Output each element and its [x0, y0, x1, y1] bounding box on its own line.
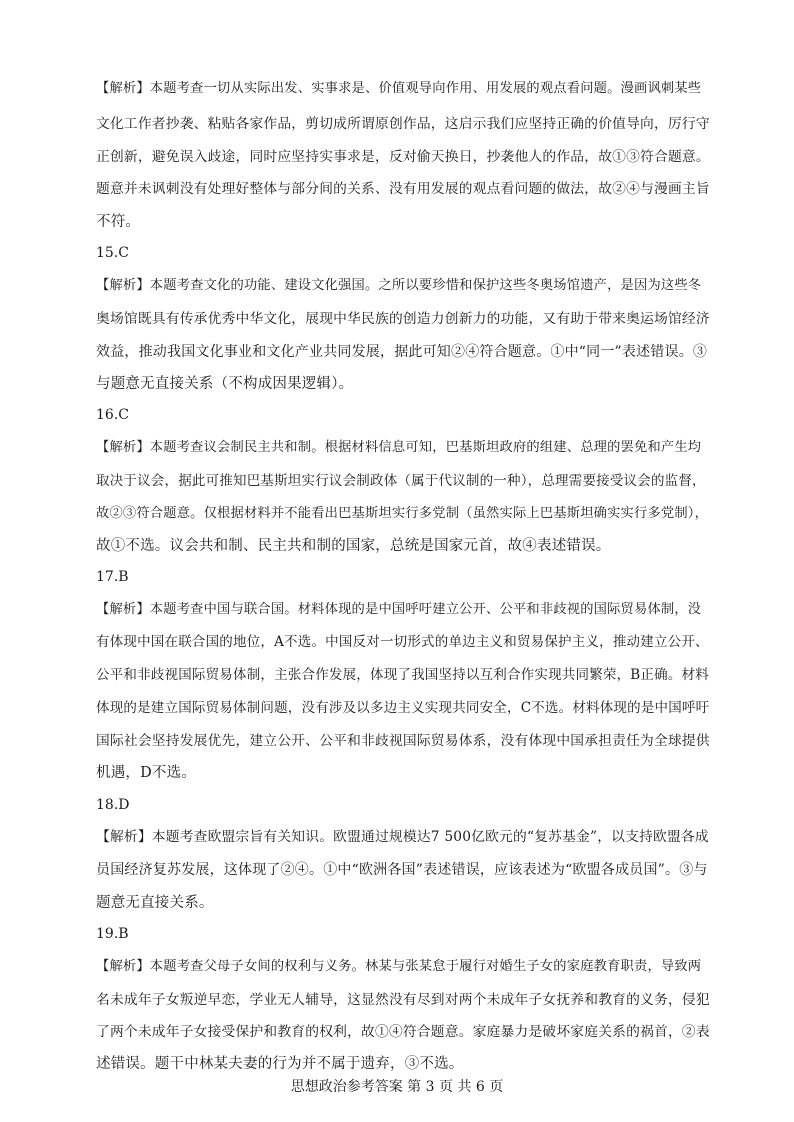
item-19-number: 19.B: [96, 926, 129, 942]
item-19-line-3: 了两个未成年子女接受保护和教育的权利，故①④符合题意。家庭暴力是破坏家庭关系的祸首，②表: [96, 1024, 710, 1040]
item-15-line-4: 与题意无直接关系（不构成因果逻辑）。: [96, 376, 354, 392]
item-18-line-1: 【解析】本题考查欧盟宗旨有关知识。欧盟通过规模达7 500亿欧元的“复苏基金”，以支持欧盟各成: [96, 829, 709, 845]
item-14-line-1: 【解析】本题考查一切从实际出发、实事求是、价值观导向作用、用发展的观点看问题。漫画讽刺某些: [96, 81, 702, 96]
item-14-line-2: 文化工作者抄袭、粘贴各家作品，剪切成所谓原创作品，这启示我们应坚持正确的价值导向，厉行守: [96, 116, 710, 132]
item-19-line-1: 【解析】本题考查父母子女间的权利与义务。林某与张某怠于履行对婚生子女的家庭教育职责，导致两: [96, 959, 702, 974]
item-19-line-2: 名未成年子女叛逆早恋，学业无人辅导，这显然没有尽到对两个未成年子女抚养和教育的义务，侵犯: [96, 992, 710, 1008]
item-18-line-3: 题意无直接关系。: [96, 895, 214, 911]
item-17-line-5: 国际社会坚持发展优先，建立公开、公平和非歧视国际贸易体系，没有体现中国承担责任为全球提供: [96, 733, 710, 749]
item-17-line-6: 机遇，D不选。: [96, 765, 197, 781]
item-16-line-1: 【解析】本题考查议会制民主共和制。根据材料信息可知，巴基斯坦政府的组建、总理的罢免和产生均: [96, 440, 702, 455]
item-17-line-2: 有体现中国在联合国的地位，A不选。中国反对一切形式的单边主义和贸易保护主义，推动建立公开、: [96, 634, 709, 650]
item-16-line-4: 故①不选。议会共和制、民主共和制的国家，总统是国家元首，故④表述错误。: [96, 538, 611, 554]
item-15-number: 15.C: [96, 245, 129, 261]
item-17-line-1: 【解析】本题考查中国与联合国。材料体现的是中国呼吁建立公开、公平和非歧视的国际贸易体制，没: [96, 602, 702, 617]
item-17-number: 17.B: [96, 569, 129, 585]
item-17-line-3: 公平和非歧视国际贸易体制，主张合作发展，体现了我国坚持以互利合作实现共同繁荣，B正确。材料: [96, 667, 709, 683]
item-14-line-5: 不符。: [96, 214, 141, 230]
item-16-line-3: 故②③符合题意。仅根据材料并不能看出巴基斯坦实行多党制（虽然实际上巴基斯坦确实实行多党制），: [96, 506, 709, 521]
item-15-line-3: 效益，推动我国文化事业和文化产业共同发展，据此可知②④符合题意。①中“同一”表述错误。③: [96, 344, 708, 360]
item-14-line-4: 题意并未讽刺没有处理好整体与部分间的关系、没有用发展的观点看问题的做法，故②④与漫画主旨: [96, 181, 710, 197]
item-15-line-2: 奥场馆既具有传承优秀中华文化，展现中华民族的创造力创新力的功能，又有助于带来奥运场馆经济: [96, 311, 710, 327]
item-14-line-3: 正创新，避免误入歧途，同时应坚持实事求是，反对偷天换日，抄袭他人的作品，故①③符合题意。: [96, 149, 710, 165]
item-16-line-2: 取决于议会，据此可推知巴基斯坦实行议会制政体（属于代议制的一种），总理需要接受议会的监督，: [96, 473, 706, 489]
item-16-number: 16.C: [96, 407, 129, 423]
item-18-number: 18.D: [96, 797, 130, 813]
item-15-line-1: 【解析】本题考查文化的功能、建设文化强国。之所以要珍惜和保护这些冬奥场馆遗产，是因为这些冬: [96, 278, 702, 293]
item-19-line-4: 述错误。题干中林某夫妻的行为并不属于遗弃，③不选。: [96, 1056, 464, 1072]
item-18-line-2: 员国经济复苏发展，这体现了②④。①中“欧洲各国”表述错误，应该表述为“欧盟各成员国”。③与: [96, 862, 708, 878]
page-footer: 思想政治参考答案 第 3 页 共 6 页: [290, 1079, 504, 1095]
item-17-line-4: 体现的是建立国际贸易体制问题，没有涉及以多边主义实现共同安全，C不选。材料体现的是中国呼吁: [96, 700, 710, 716]
